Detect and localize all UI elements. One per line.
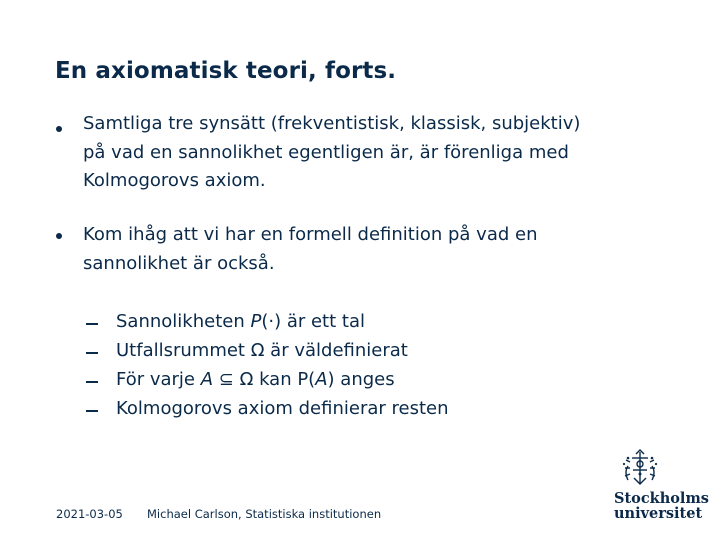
math-var: A — [315, 369, 328, 390]
logo-line-1: Stockholms — [614, 490, 709, 507]
bullet-paragraph-2 — [83, 221, 683, 278]
sub-item-2: Utfallsrummet Ω är väldefinierat — [116, 340, 408, 361]
dash-marker — [86, 381, 98, 383]
math-var: A — [200, 369, 214, 390]
footer-author: Michael Carlson, Statistiska institutionen — [147, 507, 382, 521]
sub-item-3: För varje A ⊆ Ω kan P(A) anges — [116, 369, 395, 390]
bullet-dot — [56, 233, 62, 239]
bullet-1-line-3: Kolmogorovs axiom. — [83, 170, 266, 191]
math-var: P — [250, 311, 262, 332]
dash-marker — [86, 323, 98, 325]
dash-marker — [86, 352, 98, 354]
bullet-2-line-2: sannolikhet är också. — [83, 252, 275, 274]
sub-item-1: Sannolikheten P(·) är ett tal — [116, 311, 365, 332]
bullet-1-line-2: på vad en sannolikhet egentligen är, är förenliga med — [83, 141, 569, 163]
slide-title: En axiomatisk teori, forts. — [55, 58, 397, 84]
bullet-1-line-1: Samtliga tre synsätt (frekventistisk, klassisk, subjektiv) — [83, 113, 581, 134]
bullet-dot — [56, 126, 62, 132]
bullet-2-line-1: Kom ihåg att vi har en formell definition på vad en — [83, 224, 538, 245]
footer-date: 2021-03-05 — [56, 507, 123, 521]
sub-item-4: Kolmogorovs axiom definierar resten — [116, 398, 449, 419]
university-crest-icon — [618, 448, 662, 488]
logo-line-2: universitet — [614, 505, 703, 522]
dash-marker — [86, 410, 98, 412]
bullet-paragraph-1 — [83, 110, 683, 196]
